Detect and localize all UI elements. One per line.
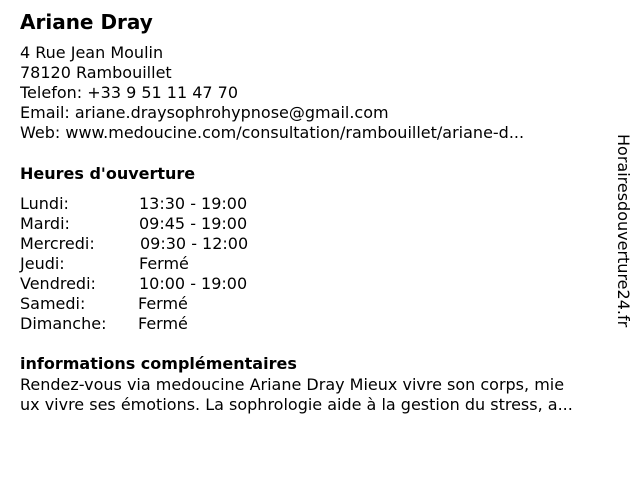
day-label: Mercredi:: [20, 234, 95, 253]
time-value: Fermé: [138, 294, 188, 313]
time-value: 09:45 - 19:00: [139, 214, 248, 233]
phone-line: Telefon: +33 9 51 11 47 70: [20, 83, 239, 102]
day-label: Lundi:: [20, 194, 69, 213]
watermark-text: Horairesdouverture24.fr: [614, 134, 633, 328]
day-label: Jeudi:: [20, 254, 65, 273]
email-line: Email: ariane.draysophrohypnose@gmail.com: [20, 103, 389, 122]
time-value: 10:00 - 19:00: [139, 274, 248, 293]
info-line-2: ux vivre ses émotions. La sophrologie aide à la gestion du stress, a...: [20, 395, 573, 414]
day-label: Mardi:: [20, 214, 70, 233]
hours-row-thursday: [20, 254, 320, 274]
info-heading: informations complémentaires: [20, 354, 297, 373]
time-value: Fermé: [138, 314, 188, 333]
time-value: 09:30 - 12:00: [140, 234, 249, 253]
address-street: 4 Rue Jean Moulin: [20, 43, 164, 62]
hours-row-tuesday: [20, 214, 320, 234]
hours-heading: Heures d'ouverture: [20, 164, 196, 183]
web-line: Web: www.medoucine.com/consultation/rambouillet/ariane-d...: [20, 123, 525, 142]
time-value: 13:30 - 19:00: [139, 194, 248, 213]
hours-row-monday: [20, 194, 320, 214]
day-label: Samedi:: [20, 294, 86, 313]
time-value: Fermé: [139, 254, 189, 273]
info-description: [20, 375, 620, 415]
hours-row-saturday: [20, 294, 320, 314]
hours-row-friday: [20, 274, 320, 294]
business-name: Ariane Dray: [20, 10, 153, 34]
day-label: Dimanche:: [20, 314, 107, 333]
hours-row-sunday: [20, 314, 320, 334]
info-line-1: Rendez-vous via medoucine Ariane Dray Mieux vivre son corps, mie: [20, 375, 565, 394]
opening-hours-list: [20, 194, 320, 334]
day-label: Vendredi:: [20, 274, 96, 293]
contact-block: [20, 43, 580, 143]
address-city: 78120 Rambouillet: [20, 63, 172, 82]
hours-row-wednesday: [20, 234, 320, 254]
